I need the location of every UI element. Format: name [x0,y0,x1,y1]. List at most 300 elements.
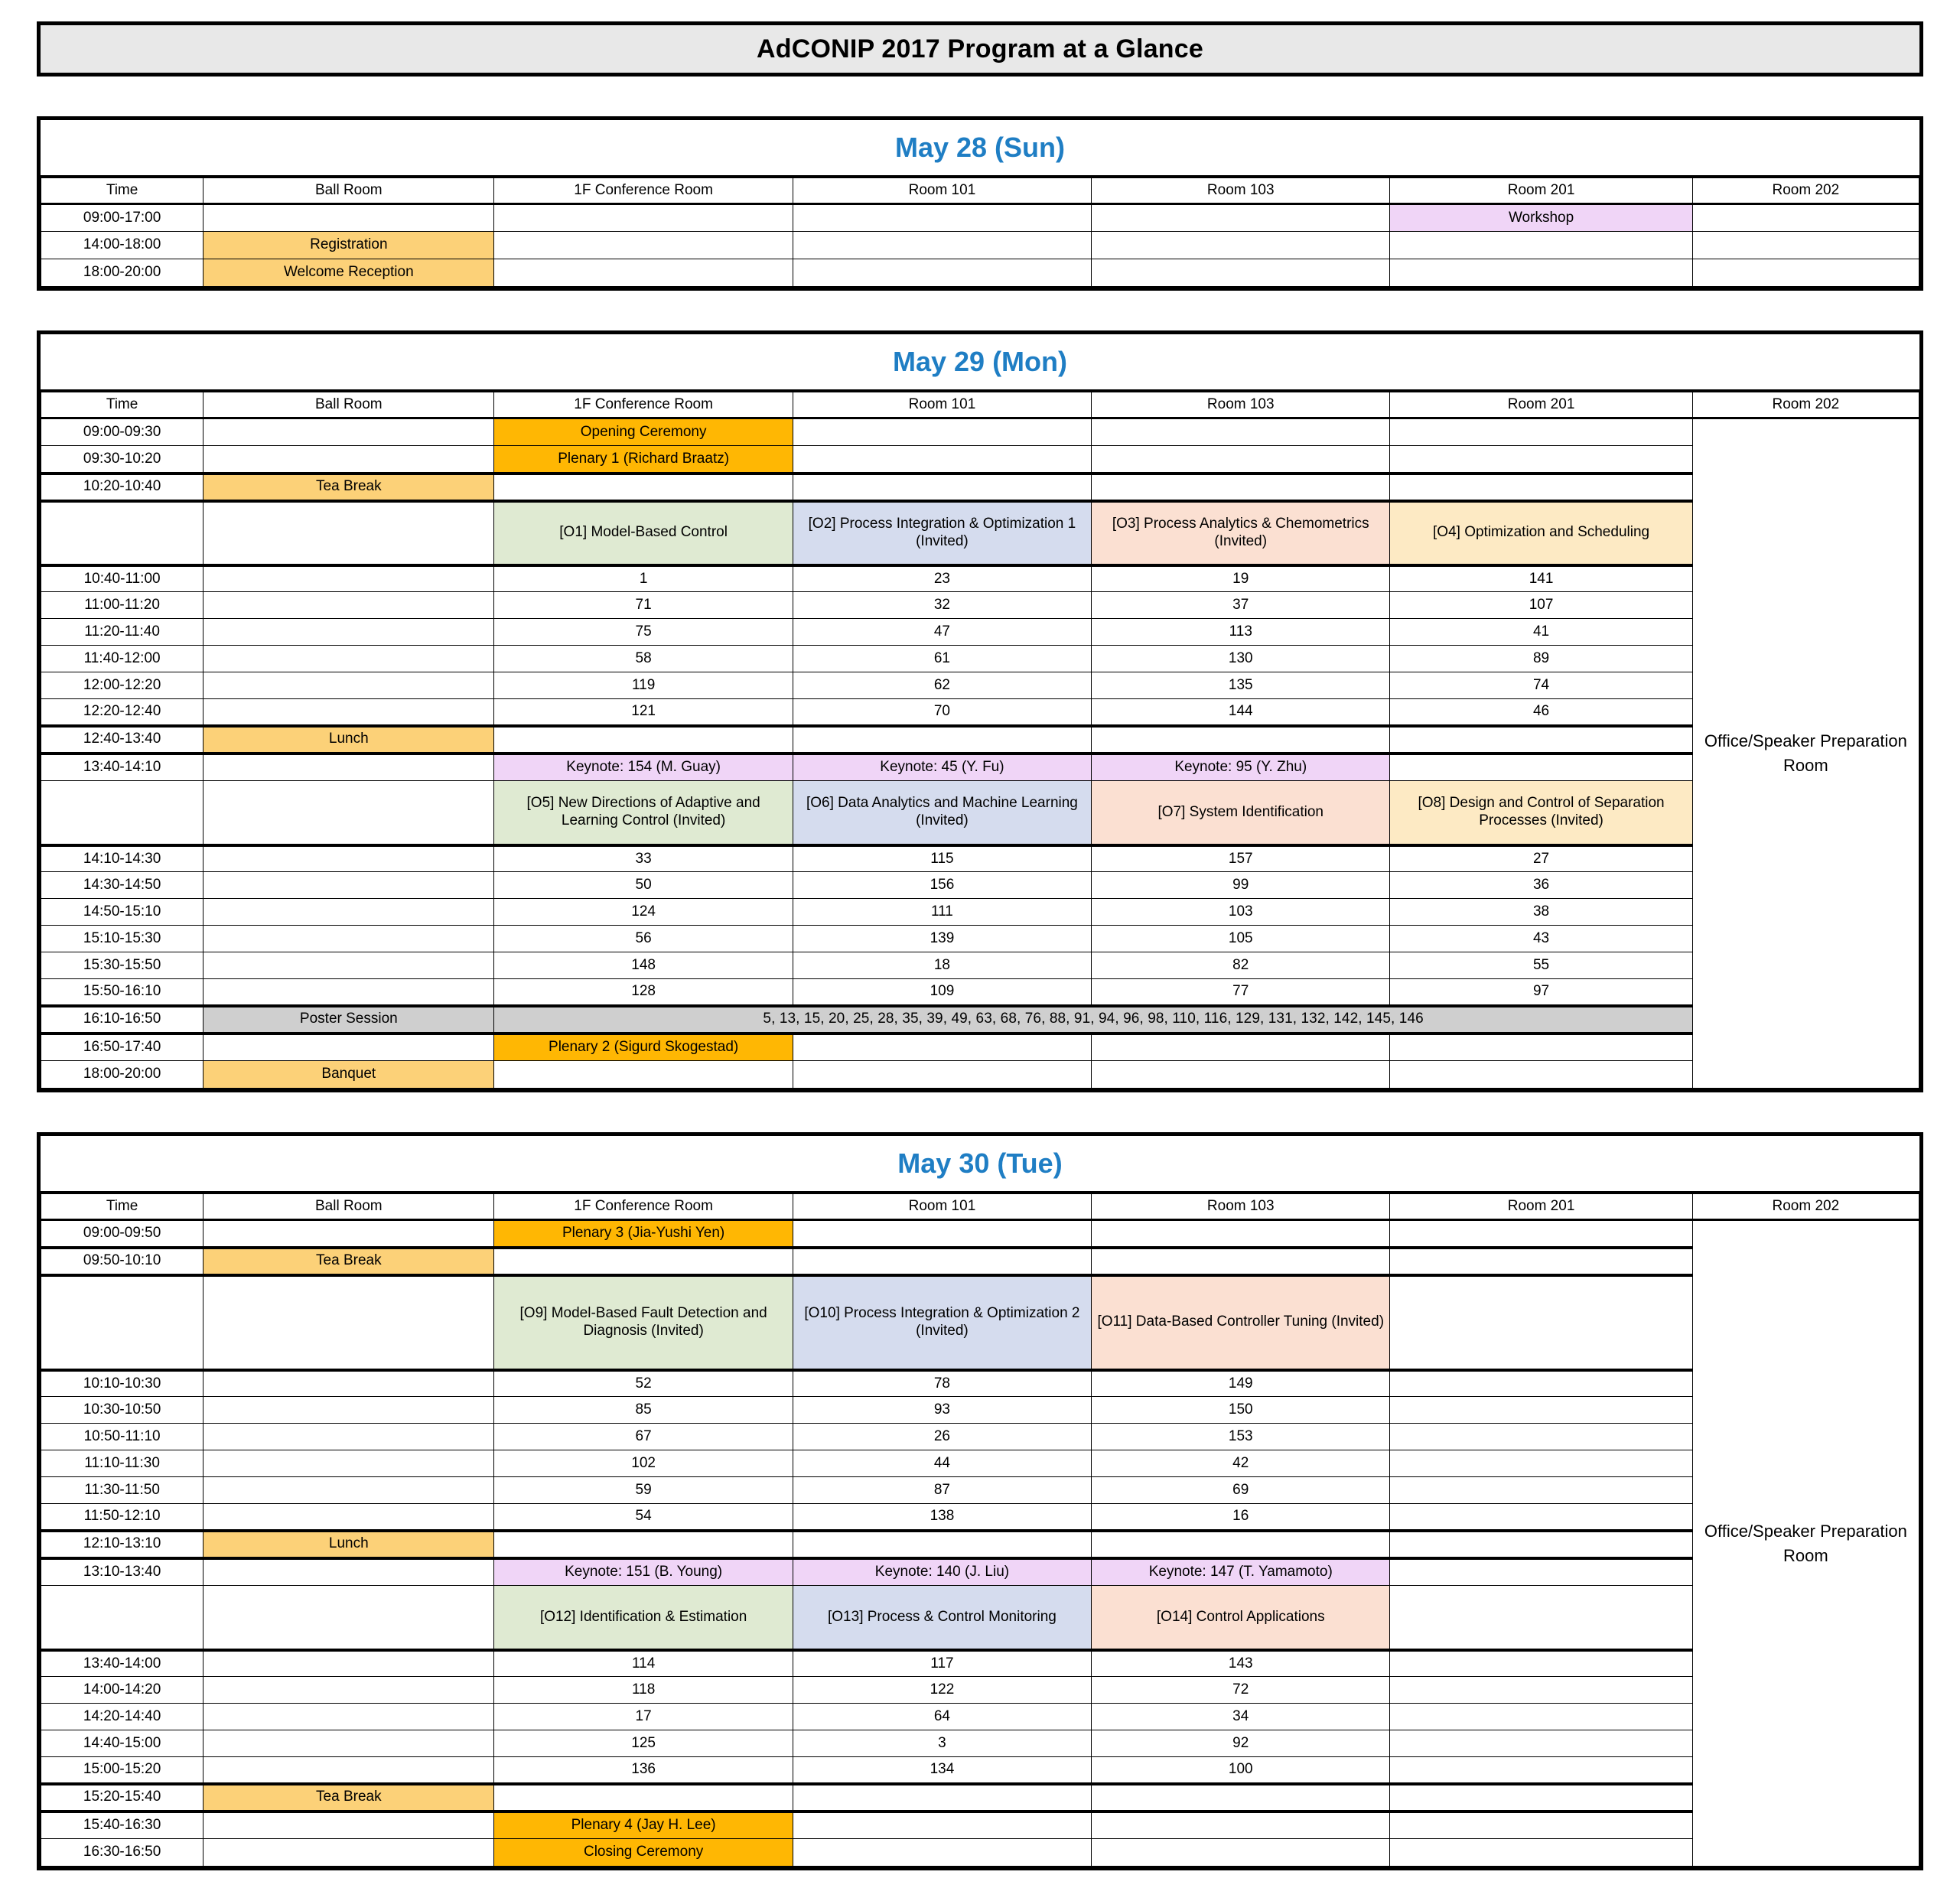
room-201-cell [1390,1704,1692,1730]
session-title-o2: [O2] Process Integration & Optimization 1 (Invited) [793,501,1091,565]
table-row [41,1477,1919,1504]
paper-number-cell: 119 [494,672,793,699]
col-header-room-103: Room 103 [1092,178,1390,204]
col-header-conference-room: 1F Conference Room [494,1194,793,1220]
keynote-cell: Keynote: 95 (Y. Zhu) [1092,754,1390,781]
room-202-cell [1692,232,1919,259]
paper-number-cell: 87 [793,1477,1091,1504]
table-row [41,418,1919,446]
paper-number-cell: 136 [494,1757,793,1784]
room-101-cell [793,1220,1091,1248]
ball-room-cell [203,1450,494,1477]
time-cell: 16:30-16:50 [41,1839,203,1867]
workshop-cell: Workshop [1390,204,1692,232]
keynote-row [41,1558,1919,1586]
col-header-room-202: Room 202 [1692,392,1919,418]
room-101-cell [793,259,1091,287]
paper-number-cell: 16 [1092,1504,1390,1531]
table-row [41,1504,1919,1531]
session-title-o9: [O9] Model-Based Fault Detection and Diagnosis (Invited) [494,1275,793,1370]
room-101-cell [793,232,1091,259]
room-201-cell [1390,1531,1692,1558]
ball-room-cell [203,872,494,899]
session-title-o7: [O7] System Identification [1092,781,1390,845]
poster-session-row [41,1006,1919,1034]
ball-room-cell [203,418,494,446]
table-header-row [41,178,1919,204]
tea-break-cell: Tea Break [203,474,494,501]
time-cell: 14:50-15:10 [41,899,203,926]
room-103-cell [1092,418,1390,446]
table-row [41,446,1919,474]
session-title-o5: [O5] New Directions of Adaptive and Learning Control (Invited) [494,781,793,845]
conference-room-cell [494,474,793,501]
paper-number-cell: 75 [494,619,793,646]
day-block-may-28 [37,116,1923,291]
keynote-cell: Keynote: 45 (Y. Fu) [793,754,1091,781]
keynote-cell: Keynote: 140 (J. Liu) [793,1558,1091,1586]
room-201-cell [1390,1504,1692,1531]
table-row [41,646,1919,672]
ball-room-cell [203,1034,494,1061]
time-cell: 13:40-14:10 [41,754,203,781]
room-101-cell [793,1248,1091,1275]
table-row [41,1370,1919,1397]
time-cell: 13:40-14:00 [41,1650,203,1677]
ball-room-cell [203,1730,494,1757]
room-101-cell [793,418,1091,446]
prep-room-cell-day2 [1692,418,1919,1089]
day-header-may-29 [41,334,1919,392]
time-cell: 09:00-09:50 [41,1220,203,1248]
time-cell [41,1275,203,1370]
time-cell: 14:10-14:30 [41,845,203,872]
time-cell [41,781,203,845]
room-101-cell [793,726,1091,754]
paper-number-cell: 61 [793,646,1091,672]
time-cell: 15:10-15:30 [41,926,203,952]
keynote-row [41,754,1919,781]
time-cell: 12:10-13:10 [41,1531,203,1558]
table-row [41,1677,1919,1704]
session-title-o6: [O6] Data Analytics and Machine Learning (Invited) [793,781,1091,845]
ball-room-cell [203,1558,494,1586]
table-row [41,1450,1919,1477]
time-cell: 10:20-10:40 [41,474,203,501]
paper-number-cell: 67 [494,1424,793,1450]
paper-number-cell: 134 [793,1757,1091,1784]
tea-break-cell: Tea Break [203,1784,494,1811]
ball-room-cell [203,1839,494,1867]
session-title-o14: [O14] Control Applications [1092,1586,1390,1650]
day-header-may-28 [41,120,1919,177]
ball-room-cell [203,1397,494,1424]
room-101-cell [793,1811,1091,1839]
room-201-cell [1390,1839,1692,1867]
paper-number-cell: 144 [1092,699,1390,726]
paper-number-cell: 114 [494,1650,793,1677]
paper-number-cell: 55 [1390,952,1692,979]
time-cell: 15:40-16:30 [41,1811,203,1839]
paper-number-cell: 64 [793,1704,1091,1730]
paper-number-cell: 143 [1092,1650,1390,1677]
paper-number-cell: 1 [494,565,793,592]
paper-number-cell: 121 [494,699,793,726]
room-201-cell [1390,726,1692,754]
time-cell: 13:10-13:40 [41,1558,203,1586]
room-103-cell [1092,1839,1390,1867]
ball-room-cell [203,781,494,845]
time-cell: 18:00-20:00 [41,259,203,287]
paper-number-cell: 117 [793,1650,1091,1677]
paper-number-cell: 23 [793,565,1091,592]
paper-number-cell: 102 [494,1450,793,1477]
session-title-row [41,501,1919,565]
opening-ceremony-cell: Opening Ceremony [494,418,793,446]
paper-number-cell: 41 [1390,619,1692,646]
paper-number-cell: 3 [793,1730,1091,1757]
room-103-cell [1092,1034,1390,1061]
col-header-time: Time [41,178,203,204]
ball-room-cell [203,592,494,619]
ball-room-cell [203,565,494,592]
room-202-cell [1692,204,1919,232]
room-202-cell [1692,259,1919,287]
room-201-cell [1390,1275,1692,1370]
time-cell: 10:30-10:50 [41,1397,203,1424]
paper-number-cell: 77 [1092,979,1390,1006]
paper-number-cell: 124 [494,899,793,926]
table-header-row [41,1194,1919,1220]
ball-room-cell [203,1650,494,1677]
col-header-room-202: Room 202 [1692,178,1919,204]
room-103-cell [1092,259,1390,287]
ball-room-cell [203,1704,494,1730]
paper-number-cell: 56 [494,926,793,952]
paper-number-cell: 50 [494,872,793,899]
session-title-row [41,781,1919,845]
col-header-room-201: Room 201 [1390,392,1692,418]
room-103-cell [1092,1784,1390,1811]
schedule-table-may-28 [41,177,1919,287]
time-cell: 11:20-11:40 [41,619,203,646]
banquet-cell: Banquet [203,1061,494,1089]
table-row [41,565,1919,592]
conference-room-cell [494,1784,793,1811]
page-title: AdCONIP 2017 Program at a Glance [756,34,1203,63]
time-cell: 12:20-12:40 [41,699,203,726]
room-201-cell [1390,259,1692,287]
paper-number-cell: 38 [1390,899,1692,926]
paper-number-cell: 54 [494,1504,793,1531]
ball-room-cell [203,699,494,726]
ball-room-cell [203,952,494,979]
room-201-cell [1390,474,1692,501]
ball-room-cell [203,204,494,232]
time-cell: 10:10-10:30 [41,1370,203,1397]
table-row [41,872,1919,899]
paper-number-cell: 70 [793,699,1091,726]
schedule-table-may-29 [41,392,1919,1089]
table-row [41,592,1919,619]
room-201-cell [1390,418,1692,446]
paper-number-cell: 92 [1092,1730,1390,1757]
time-cell [41,501,203,565]
room-103-cell [1092,232,1390,259]
paper-number-cell: 149 [1092,1370,1390,1397]
time-cell: 11:50-12:10 [41,1504,203,1531]
paper-number-cell: 111 [793,899,1091,926]
session-title-o3: [O3] Process Analytics & Chemometrics (Invited) [1092,501,1390,565]
time-cell: 14:00-18:00 [41,232,203,259]
paper-number-cell: 138 [793,1504,1091,1531]
table-row [41,726,1919,754]
paper-number-cell: 141 [1390,565,1692,592]
schedule-table-may-30 [41,1193,1919,1867]
room-103-cell [1092,446,1390,474]
ball-room-cell [203,845,494,872]
paper-number-cell: 62 [793,672,1091,699]
session-title-o4: [O4] Optimization and Scheduling [1390,501,1692,565]
paper-number-cell: 85 [494,1397,793,1424]
ball-room-cell [203,619,494,646]
plenary-1-cell: Plenary 1 (Richard Braatz) [494,446,793,474]
paper-number-cell: 118 [494,1677,793,1704]
paper-number-cell: 103 [1092,899,1390,926]
room-201-cell [1390,1811,1692,1839]
time-cell: 14:30-14:50 [41,872,203,899]
time-cell: 11:00-11:20 [41,592,203,619]
conference-room-cell [494,1061,793,1089]
paper-number-cell: 17 [494,1704,793,1730]
day-heading: May 29 (Mon) [892,346,1068,377]
time-cell: 15:20-15:40 [41,1784,203,1811]
paper-number-cell: 74 [1390,672,1692,699]
paper-number-cell: 69 [1092,1477,1390,1504]
paper-number-cell: 59 [494,1477,793,1504]
ball-room-cell [203,926,494,952]
paper-number-cell: 42 [1092,1450,1390,1477]
time-cell: 11:40-12:00 [41,646,203,672]
table-row [41,1248,1919,1275]
conference-room-cell [494,1248,793,1275]
time-cell: 09:30-10:20 [41,446,203,474]
table-row [41,1650,1919,1677]
col-header-room-202: Room 202 [1692,1194,1919,1220]
lunch-cell: Lunch [203,726,494,754]
poster-session-list: 5, 13, 15, 20, 25, 28, 35, 39, 49, 63, 68, 76, 88, 91, 94, 96, 98, 110, 116, 129, 131, 132, 142, 145, 146 [494,1006,1692,1034]
paper-number-cell: 36 [1390,872,1692,899]
paper-number-cell: 105 [1092,926,1390,952]
col-header-room-101: Room 101 [793,178,1091,204]
room-103-cell [1092,204,1390,232]
conference-room-cell [494,726,793,754]
paper-number-cell: 99 [1092,872,1390,899]
col-header-time: Time [41,392,203,418]
ball-room-cell [203,1275,494,1370]
time-cell: 12:40-13:40 [41,726,203,754]
day-header-may-30 [41,1136,1919,1193]
table-row [41,699,1919,726]
poster-session-label: Poster Session [203,1006,494,1034]
paper-number-cell: 97 [1390,979,1692,1006]
day-block-may-30 [37,1132,1923,1870]
paper-number-cell: 78 [793,1370,1091,1397]
room-201-cell [1390,1586,1692,1650]
time-cell: 09:50-10:10 [41,1248,203,1275]
ball-room-cell [203,1477,494,1504]
paper-number-cell: 100 [1092,1757,1390,1784]
room-201-cell [1390,1397,1692,1424]
closing-ceremony-cell: Closing Ceremony [494,1839,793,1867]
room-103-cell [1092,1220,1390,1248]
room-201-cell [1390,1784,1692,1811]
room-201-cell [1390,754,1692,781]
table-row [41,845,1919,872]
keynote-cell: Keynote: 151 (B. Young) [494,1558,793,1586]
paper-number-cell: 72 [1092,1677,1390,1704]
prep-room-label: Office/Speaker Preparation Room [1704,1521,1907,1565]
ball-room-cell [203,1220,494,1248]
room-201-cell [1390,1034,1692,1061]
table-row [41,204,1919,232]
room-201-cell [1390,1370,1692,1397]
plenary-3-cell: Plenary 3 (Jia-Yushi Yen) [494,1220,793,1248]
page-title-bar [37,21,1923,76]
table-header-row [41,392,1919,418]
room-101-cell [793,1061,1091,1089]
plenary-2-cell: Plenary 2 (Sigurd Skogestad) [494,1034,793,1061]
room-201-cell [1390,1650,1692,1677]
paper-number-cell: 19 [1092,565,1390,592]
room-103-cell [1092,726,1390,754]
paper-number-cell: 43 [1390,926,1692,952]
col-header-room-101: Room 101 [793,392,1091,418]
paper-number-cell: 122 [793,1677,1091,1704]
time-cell: 18:00-20:00 [41,1061,203,1089]
time-cell: 14:40-15:00 [41,1730,203,1757]
registration-cell: Registration [203,232,494,259]
table-row [41,952,1919,979]
ball-room-cell [203,501,494,565]
paper-number-cell: 52 [494,1370,793,1397]
room-201-cell [1390,1248,1692,1275]
paper-number-cell: 82 [1092,952,1390,979]
paper-number-cell: 157 [1092,845,1390,872]
table-row [41,1757,1919,1784]
time-cell: 10:50-11:10 [41,1424,203,1450]
time-cell [41,1586,203,1650]
table-row [41,1839,1919,1867]
room-201-cell [1390,1061,1692,1089]
room-103-cell [1092,1531,1390,1558]
ball-room-cell [203,1811,494,1839]
time-cell: 12:00-12:20 [41,672,203,699]
lunch-cell: Lunch [203,1531,494,1558]
conference-room-cell [494,1531,793,1558]
keynote-cell: Keynote: 154 (M. Guay) [494,754,793,781]
paper-number-cell: 125 [494,1730,793,1757]
paper-number-cell: 156 [793,872,1091,899]
col-header-room-201: Room 201 [1390,178,1692,204]
col-header-conference-room: 1F Conference Room [494,178,793,204]
room-101-cell [793,446,1091,474]
paper-number-cell: 107 [1390,592,1692,619]
room-201-cell [1390,1220,1692,1248]
table-row [41,232,1919,259]
table-row [41,1704,1919,1730]
paper-number-cell: 37 [1092,592,1390,619]
ball-room-cell [203,754,494,781]
room-101-cell [793,1839,1091,1867]
ball-room-cell [203,646,494,672]
col-header-room-201: Room 201 [1390,1194,1692,1220]
table-row [41,1220,1919,1248]
time-cell: 10:40-11:00 [41,565,203,592]
ball-room-cell [203,1677,494,1704]
paper-number-cell: 47 [793,619,1091,646]
col-header-ball-room: Ball Room [203,1194,494,1220]
paper-number-cell: 27 [1390,845,1692,872]
col-header-conference-room: 1F Conference Room [494,392,793,418]
time-cell: 16:50-17:40 [41,1034,203,1061]
room-201-cell [1390,232,1692,259]
conference-room-cell [494,259,793,287]
table-row [41,259,1919,287]
time-cell: 11:30-11:50 [41,1477,203,1504]
time-cell: 14:00-14:20 [41,1677,203,1704]
table-row [41,1397,1919,1424]
col-header-room-103: Room 103 [1092,392,1390,418]
room-201-cell [1390,1757,1692,1784]
table-row [41,1034,1919,1061]
table-row [41,926,1919,952]
paper-number-cell: 18 [793,952,1091,979]
table-row [41,1061,1919,1089]
table-row [41,1811,1919,1839]
prep-room-cell-day3 [1692,1220,1919,1867]
time-cell: 16:10-16:50 [41,1006,203,1034]
room-201-cell [1390,1558,1692,1586]
room-101-cell [793,204,1091,232]
ball-room-cell [203,979,494,1006]
table-row [41,979,1919,1006]
ball-room-cell [203,1757,494,1784]
col-header-ball-room: Ball Room [203,392,494,418]
paper-number-cell: 153 [1092,1424,1390,1450]
ball-room-cell [203,672,494,699]
time-cell: 09:00-09:30 [41,418,203,446]
table-row [41,474,1919,501]
room-101-cell [793,1784,1091,1811]
paper-number-cell: 130 [1092,646,1390,672]
table-row [41,619,1919,646]
plenary-4-cell: Plenary 4 (Jay H. Lee) [494,1811,793,1839]
room-101-cell [793,474,1091,501]
time-cell: 11:10-11:30 [41,1450,203,1477]
room-103-cell [1092,1061,1390,1089]
table-row [41,1424,1919,1450]
ball-room-cell [203,446,494,474]
session-title-row [41,1586,1919,1650]
paper-number-cell: 113 [1092,619,1390,646]
ball-room-cell [203,1586,494,1650]
session-title-o13: [O13] Process & Control Monitoring [793,1586,1091,1650]
welcome-reception-cell: Welcome Reception [203,259,494,287]
day-block-may-29 [37,330,1923,1092]
conference-room-cell [494,204,793,232]
time-cell: 15:50-16:10 [41,979,203,1006]
